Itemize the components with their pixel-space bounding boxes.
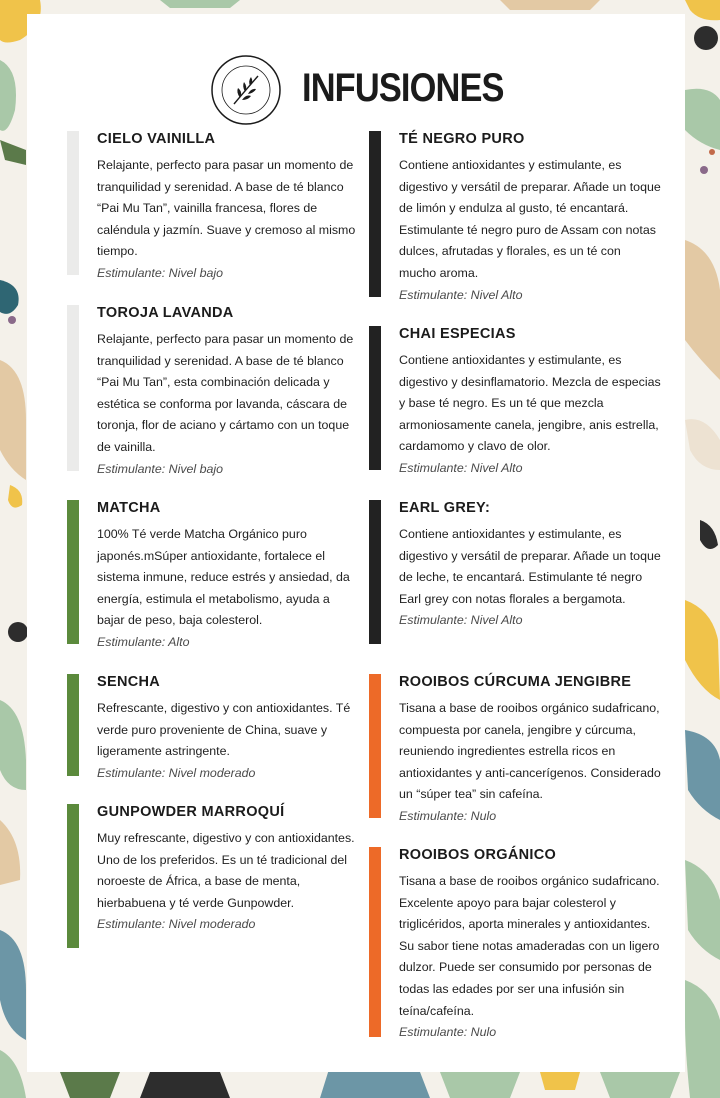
infusion-name: CHAI ESPECIAS <box>399 326 516 342</box>
color-bar <box>67 305 79 471</box>
infusion-name: SENCHA <box>97 674 161 690</box>
infusion-description: Tisana a base de rooibos orgánico sudafricano, compuesta por canela, jengibre y cúrcuma, reuniendo ingredientes estrella ricos en antioxidantes y anti-cancerígenos. Considerado un “súper tea” sin cafeína. <box>399 701 661 802</box>
infusion-description: Relajante, perfecto para pasar un momento de tranquilidad y serenidad. A base de té blanco “Pai Mu Tan”, vainilla francesa, flores de caléndula y jazmín. Suave y cremoso al mismo tiempo. <box>97 158 356 259</box>
infusion-name: GUNPOWDER MARROQUÍ <box>97 804 285 820</box>
stimulant-level: Estimulante: Nivel Alto <box>399 460 523 475</box>
infusion-description: Contiene antioxidantes y estimulante, es digestivo y versátil de preparar. Añade un toque de leche, te encantará. Estimulante té negro Earl grey con notas florales a bergamota. <box>399 527 661 606</box>
stimulant-level: Estimulante: Nivel Alto <box>399 613 523 628</box>
color-bar <box>369 500 381 644</box>
infusion-description: Muy refrescante, digestivo y con antioxidantes. Uno de los preferidos. Es un té tradicional del noroeste de África, a base de menta, hierbabuena y té verde Gunpowder. <box>97 831 355 910</box>
infusion-description: 100% Té verde Matcha Orgánico puro japonés.mSúper antioxidante, fortalece el sistema inmune, reduce estrés y ansiedad, da energía, estimula el metabolismo, ayuda a bajar de peso, baja colesterol. <box>97 527 350 628</box>
stimulant-level: Estimulante: Nulo <box>399 808 497 823</box>
stimulant-level: Estimulante: Nivel bajo <box>97 461 224 476</box>
infusion-name: TÉ NEGRO PURO <box>399 131 525 147</box>
color-bar <box>67 131 79 275</box>
infusion-description: Contiene antioxidantes y estimulante, es digestivo y versátil de preparar. Añade un toque de limón y endulza al gusto, té encantará. Estimulante té negro puro de Assam con notas dulces, afrutadas y florales, es un té con mucho aroma. <box>399 158 661 280</box>
infusion-description: Relajante, perfecto para pasar un momento de tranquilidad y serenidad. A base de té blanco “Pai Mu Tan”, esta combinación delicada y estética se conforma por lavanda, cáscara de toronja, flor de aciano y cártamo con un toque de vainilla. <box>97 332 354 454</box>
color-bar <box>67 674 79 776</box>
color-bar <box>67 804 79 948</box>
menu-card <box>27 14 685 1072</box>
infusion-name: EARL GREY: <box>399 500 491 516</box>
brand-logo <box>210 54 282 126</box>
infusion-name: ROOIBOS CÚRCUMA JENGIBRE <box>399 674 632 690</box>
infusion-name: MATCHA <box>97 500 161 516</box>
color-bar <box>369 847 381 1037</box>
color-bar <box>369 674 381 818</box>
infusion-description: Refrescante, digestivo y con antioxidantes. Té verde puro proveniente de China, suave y ligeramente astringente. <box>97 701 351 759</box>
stimulant-level: Estimulante: Nivel moderado <box>97 765 256 780</box>
stimulant-level: Estimulante: Alto <box>97 634 190 649</box>
infusion-name: TOROJA LAVANDA <box>97 305 234 321</box>
menu-header <box>210 44 550 134</box>
stimulant-level: Estimulante: Nivel Alto <box>399 287 523 302</box>
color-bar <box>67 500 79 644</box>
infusion-name: CIELO VAINILLA <box>97 131 216 147</box>
stimulant-level: Estimulante: Nivel moderado <box>97 917 256 932</box>
color-bar <box>369 326 381 470</box>
infusion-name: ROOIBOS ORGÁNICO <box>399 847 557 863</box>
stimulant-level: Estimulante: Nulo <box>399 1025 497 1040</box>
infusion-description: Contiene antioxidantes y estimulante, es digestivo y desinflamatorio. Mezcla de especias y base té negro. Es un té que mezcla armoniosamente canela, jengibre, anis estrella, cardamomo y clavo de olor. <box>399 353 661 454</box>
infusion-description: Tisana a base de rooibos orgánico sudafricano. Excelente apoyo para bajar colesterol y triglicéridos, aporta minerales y antioxidantes. Su sabor tiene notas amaderadas con un ligero dulzor. Puede ser consumido por personas de todas las edades por ser una infusión sin teína/cafeína. <box>399 874 660 1018</box>
stimulant-level: Estimulante: Nivel bajo <box>97 265 224 280</box>
page-title: INFUSIONES <box>302 66 504 110</box>
color-bar <box>369 131 381 297</box>
